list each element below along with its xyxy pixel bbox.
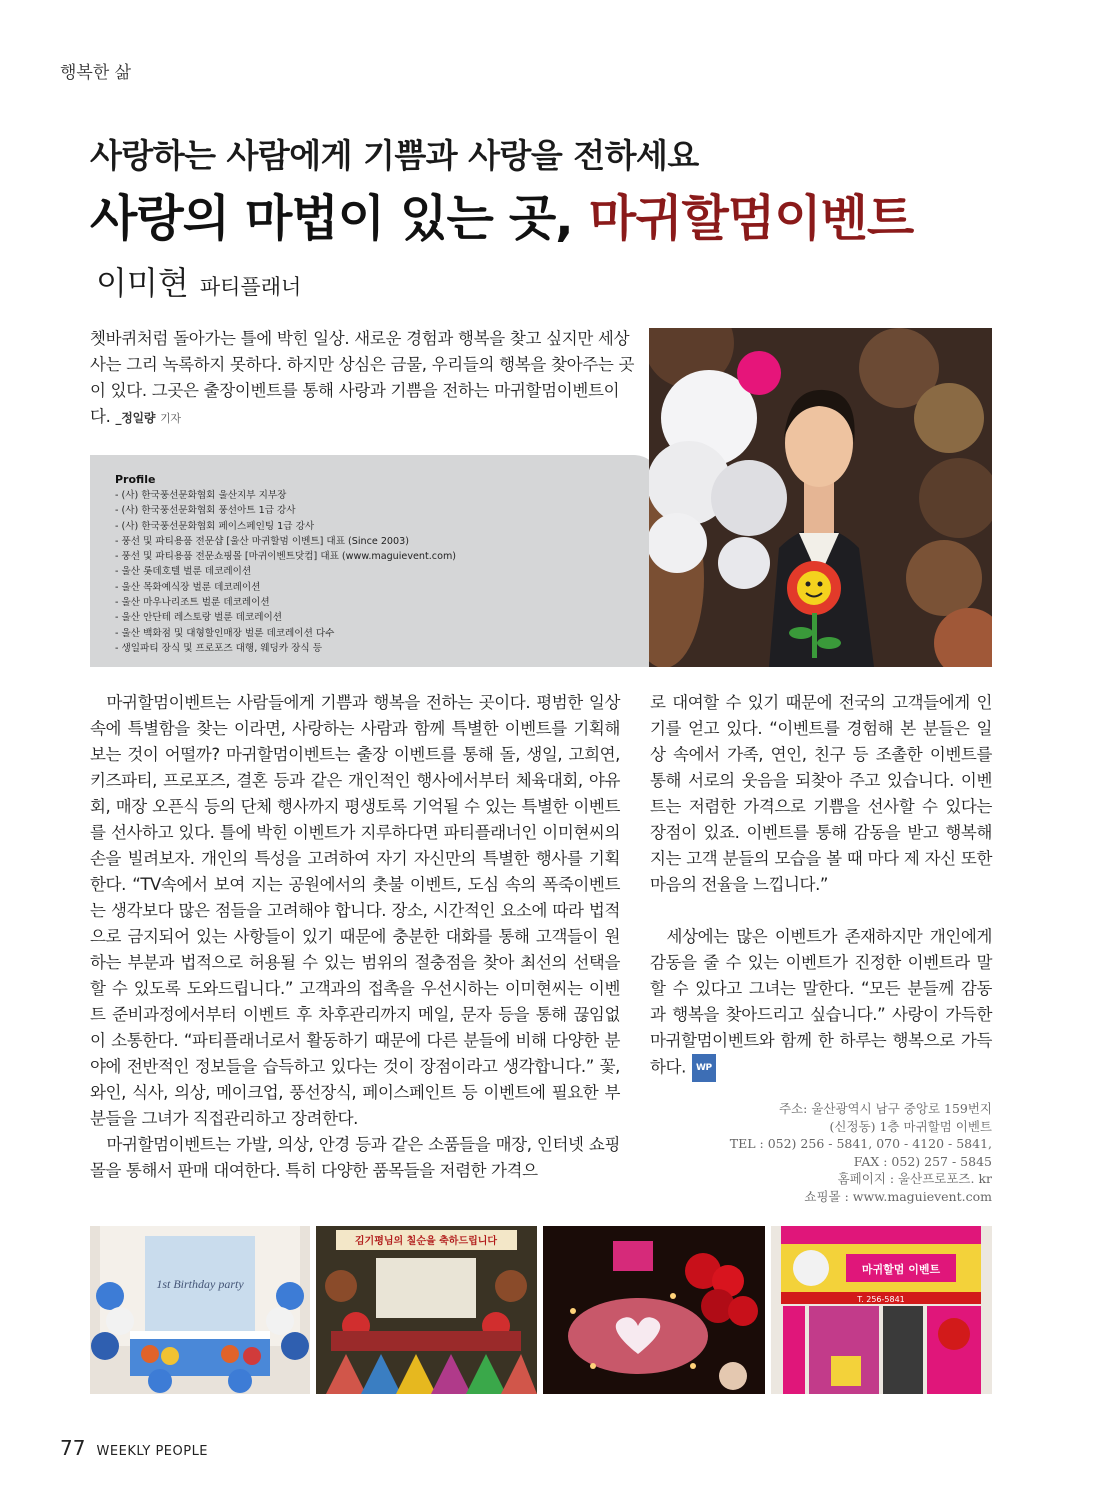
photo-storefront (771, 1226, 992, 1394)
photo-proposal-event (543, 1226, 765, 1394)
page-footer (60, 1436, 208, 1460)
body-paragraph: 로 대여할 수 있기 때문에 전국의 고객들에게 인기를 얻고 있다. “이벤트를 경험해 본 분들은 일상 속에서 가족, 연인, 친구 등 조촐한 이벤트를 통해 서로의 웃음을 되찾아 주고 있습니다. 이벤트는 저렴한 가격으로 기쁨을 선사할 수 있다는 장점이 있죠. 이벤트를 통해 감동을 받고 행복해지는 고객 분들의 모습을 볼 때 마다 제 자신 또한 마음의 전율을 느낍니다.” (650, 693, 992, 894)
section-label: 행복한 삶 (60, 63, 132, 83)
birthday-party-image (90, 1226, 310, 1394)
byline-role: 파티플래너 (199, 275, 302, 299)
profile-item: - 울산 롯데호텔 벌룬 데코레이션 (115, 566, 252, 578)
address-line: (신정동) 1층 마귀할멈 이벤트 (829, 1118, 992, 1134)
store-sign-text: 마귀할멈 이벤트 (861, 1263, 941, 1276)
profile-item: - (사) 한국풍선문화협회 풍선아트 1급 강사 (115, 505, 296, 517)
main-headline (90, 180, 913, 250)
photo-birthday-party (90, 1226, 310, 1394)
profile-item: - 울산 백화점 및 대형할인매장 벌룬 데코레이션 다수 (115, 627, 335, 639)
kicker-headline: 사랑하는 사람에게 기쁨과 사랑을 전하세요 (90, 136, 699, 175)
byline (96, 258, 301, 304)
page-number: 77 (60, 1436, 86, 1460)
body-column-left (90, 690, 620, 1184)
profile-box (90, 455, 660, 667)
proposal-image (543, 1226, 765, 1394)
profile-list (115, 488, 660, 656)
profile-item: - 생일파티 장식 및 프로포즈 대행, 웨딩카 장식 등 (115, 642, 322, 654)
portrait-photo (649, 328, 992, 667)
profile-item: - 풍선 및 파티용품 전문쇼핑몰 [마귀이벤트닷컴] 대표 (www.maguievent.com) (115, 551, 457, 563)
headline-accent: 마귀할멈이벤트 (588, 190, 914, 247)
body-paragraph-text: 세상에는 많은 이벤트가 존재하지만 개인에게 감동을 줄 수 있는 이벤트가 진정한 이벤트라 말할 수 있다고 그녀는 말한다. “모든 분들께 감동과 행복을 찾아드리고 싶습니다.” 사랑이 가득한 마귀할멈이벤트와 함께 한 하루는 행복으로 가득하다. (650, 927, 992, 1077)
byline-name: 이미현 (96, 264, 189, 302)
reporter-role: 기자 (160, 412, 181, 425)
photo-seventieth-celebration (316, 1226, 537, 1394)
wp-badge: WP (692, 1054, 716, 1082)
contact-info (652, 1100, 992, 1205)
body-paragraph: 마귀할멈이벤트는 가발, 의상, 안경 등과 같은 소품들을 매장, 인터넷 쇼핑몰을 통해서 판매 대여한다. 특히 다양한 품목들을 저렴한 가격으 (90, 1135, 620, 1180)
homepage-line: 홈페이지 : 울산프로포즈. kr (837, 1171, 992, 1186)
storefront-image (771, 1226, 992, 1394)
lead-paragraph (90, 326, 635, 432)
headline-main: 사랑의 마법이 있는 곳, (90, 190, 589, 247)
lead-text: 쳇바퀴처럼 돌아가는 틀에 박힌 일상. 새로운 경험과 행복을 찾고 싶지만 세상사는 그리 녹록하지 못하다. 하지만 상심은 금물, 우리들의 행복을 찾아주는 곳이 있다. 그곳은 출장이벤트를 통해 사랑과 기쁨을 전하는 마귀할멈이벤트이다. (90, 329, 635, 426)
profile-item: - 울산 목화예식장 벌룬 데코레이션 (115, 581, 261, 593)
profile-title: Profile (115, 473, 156, 486)
fax-line: FAX : 052) 257 - 5845 (853, 1153, 992, 1169)
reporter-name: _정일량 (115, 411, 156, 425)
body-column-right (650, 690, 992, 1082)
magazine-name: WEEKLY PEOPLE (96, 1444, 209, 1459)
birthday-banner-text: 1st Birthday party (156, 1277, 244, 1291)
profile-item: - 풍선 및 파티용품 전문샵 [울산 마귀할멈 이벤트] 대표 (Since 2003) (115, 535, 409, 547)
profile-item: - 울산 안단테 레스토랑 벌룬 데코레이션 (115, 612, 282, 624)
profile-item: - (사) 한국풍선문화협회 울산지부 지부장 (115, 490, 287, 501)
body-paragraph: 마귀할멈이벤트는 사람들에게 기쁨과 행복을 전하는 곳이다. 평범한 일상 속에 특별함을 찾는 이라면, 사랑하는 사람과 함께 특별한 이벤트를 기획해 보는 것이 어떨까? 마귀할멈이벤트는 출장 이벤트를 통해 돌, 생일, 고희연, 키즈파티, 프로포즈, 결혼 등과 같은 개인적인 행사에서부터 체육대회, 야유회, 매장 오픈식 등의 단체 행사까지 평생토록 기억될 수 있는 특별한 이벤트를 선사하고 있다. 틀에 박힌 이벤트가 지루하다면 파티플래너인 이미현씨의 손을 빌려보자. 개인의 특성을 고려하여 자기 자신만의 특별한 행사를 기획한다. “TV속에서 보여 지는 공원에서의 촛불 이벤트, 도심 속의 폭죽이벤트는 생각보다 많은 점들을 고려해야 합니다. 장소, 시간적인 요소에 따라 법적으로 금지되어 있는 사항들이 있기 때문에 충분한 대화를 통해 고객들이 원하는 부분과 법적으로 허용될 수 있는 범위의 절충점을 찾아 최선의 선택을 할 수 있도록 도와드립니다.” 고객과의 접촉을 우선시하는 이미현씨는 이벤트 준비과정에서부터 이벤트 후 차후관리까지 메일, 문자 등을 통해 끊임없이 소통한다. “파티플래너로서 활동하기 때문에 다른 분들에 비해 다양한 분야에 전반적인 정보들을 습득하고 있다는 것이 장점이라고 생각합니다.” 꽃, 와인, 식사, 의상, 메이크업, 풍선장식, 페이스페인트 등 이벤트에 필요한 부분들을 그녀가 직접관리하고 장려한다. (90, 693, 620, 1128)
profile-item: - (사) 한국풍선문화협회 페이스페인팅 1급 강사 (115, 520, 315, 532)
body-paragraph (650, 924, 992, 1082)
store-phone-text: T. 256-5841 (857, 1295, 905, 1304)
portrait-image (649, 328, 992, 667)
profile-item: - 울산 마우나리조트 벌룬 데코레이션 (115, 597, 270, 609)
address-line: 주소: 울산광역시 남구 중앙로 159번지 (778, 1101, 992, 1116)
celebration-banner-text: 김기평님의 칠순을 축하드립니다 (354, 1236, 498, 1247)
phone-line: TEL : 052) 256 - 5841, 070 - 4120 - 5841, (729, 1136, 992, 1151)
shop-line: 쇼핑몰 : www.maguievent.com (804, 1188, 992, 1204)
celebration-image (316, 1226, 537, 1394)
